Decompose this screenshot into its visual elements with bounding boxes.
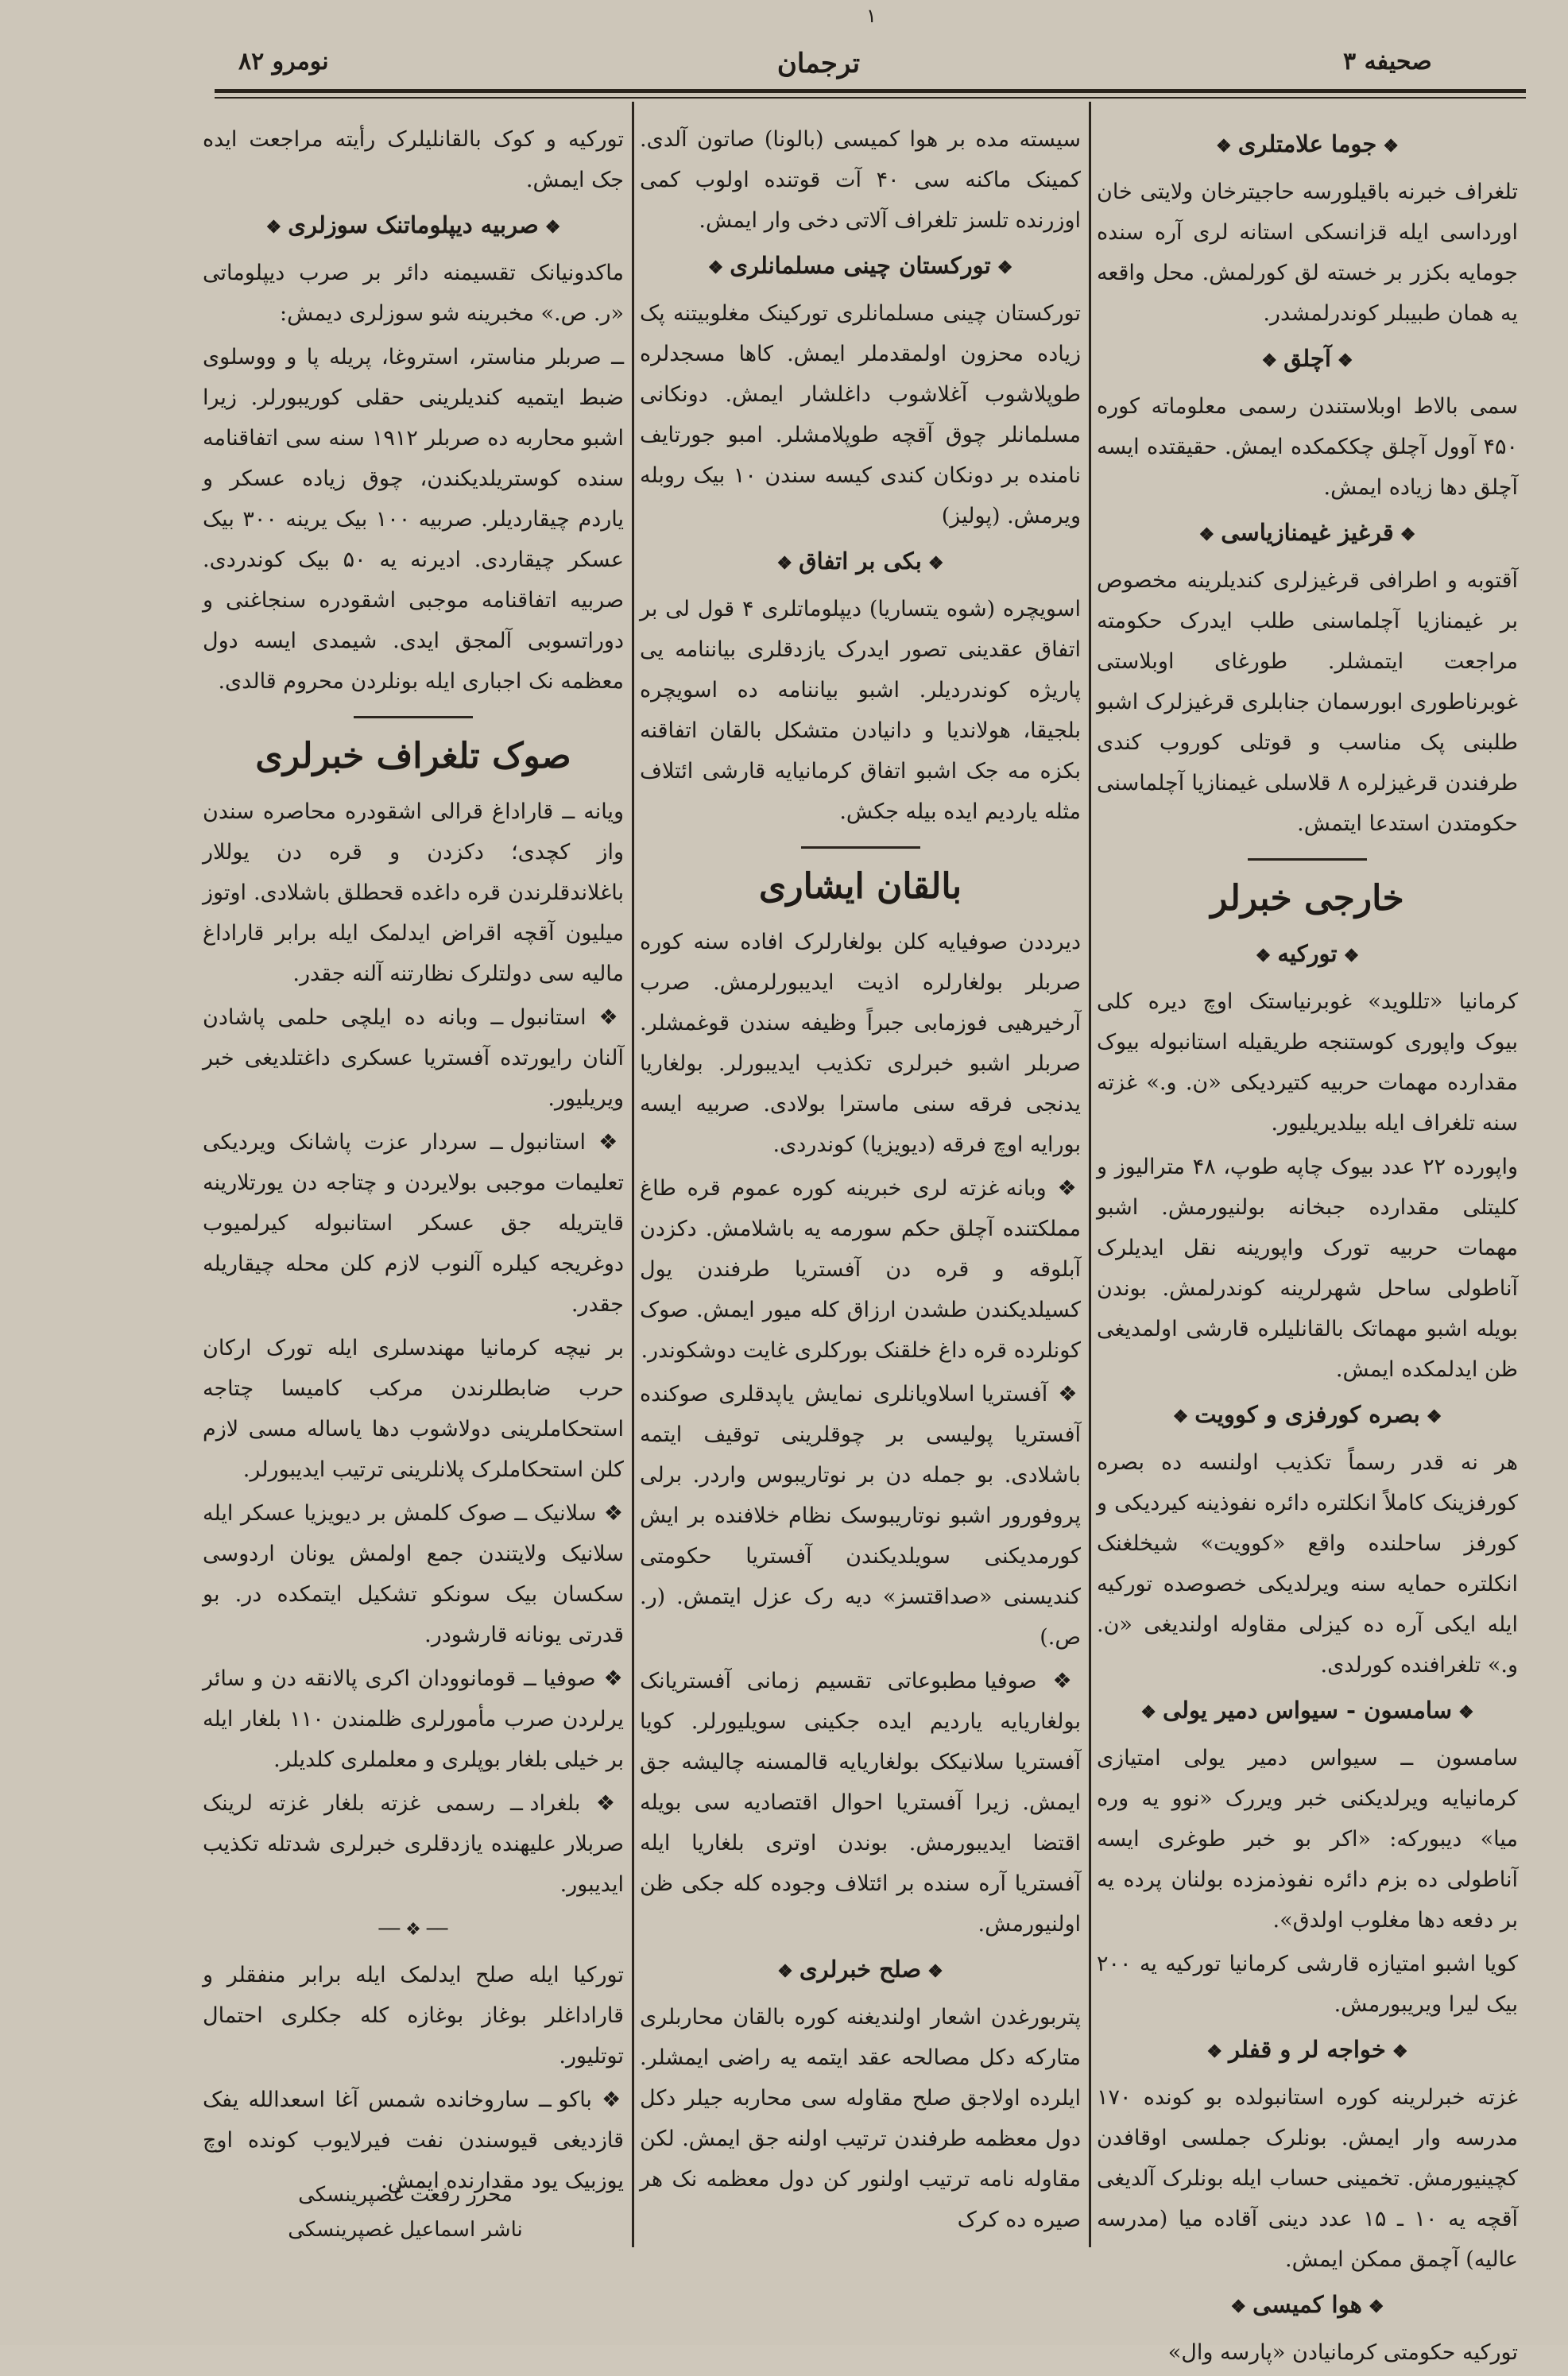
section-title-foreign-news: خارجی خبرلر	[1210, 878, 1404, 919]
article-paragraph: بر نیچه کرمانیا مهندسلری ایله تورک ارکان حرب ضابطلرندن مرکب کامیسا چتاجه استحکاملرینی دولاشوب دها یاساله مسی لازم کلن استحکاملرک پلانلرینی ترتیب ایدیبورلر.	[203, 1336, 624, 1482]
article-paragraph: ❖ سلانیک ــ صوک کلمش بر دیویزیا عسکر ایله سلانیک ولایتندن جمع اولمش یونان اردوسی سکسان بیک سونکو تشکیل ایتمکده در. بو قدرتی یونانه قارشودر.	[203, 1501, 624, 1647]
column-divider-left	[632, 102, 634, 2247]
divider	[354, 716, 473, 718]
section-heading: ❖بصره کورفزی و کوویت❖	[1172, 1401, 1442, 1428]
section-heading: ❖بکی بر اتفاق❖	[776, 548, 944, 575]
article-paragraph: تورکیه حکومتی کرمانیادن «پارسه وال»	[1167, 2340, 1518, 2365]
section-heading: ❖سامسون - سیواس دمیر یولی❖	[1140, 1697, 1474, 1724]
page-number: صحیفه ۳	[1343, 48, 1432, 75]
header-rule	[215, 89, 1526, 93]
masthead-title: ترجمان	[776, 48, 861, 79]
article-paragraph: ❖ باکو ــ ساروخانده شمس آغا اسعدالله یفک قازدیغی قیوسندن نفت فیرلایوب کونده اوچ یوزبیک یود مقدارنده ایمش.	[203, 2088, 624, 2193]
divider	[801, 846, 920, 849]
article-paragraph: سیسته مده بر هوا کمیسی (بالونا) صاتون آلدی. کمینک ماکنه سی ۴۰ آت قوتنده اولوب کمی اوزرنده تلسز تلغراف آلاتی دخی وار ایمش.	[640, 127, 1082, 233]
article-paragraph: آقتوبه و اطرافی قرغیزلری کندیلرینه مخصوص بر غیمنازیا آچلماسنی طلب ایدرک حکومته مراجعت ایتمشلر. طورغای اوبلاستی غوبرناطوری ابورسمان جنابلری قرغیزلرک اشبو طلبنی پک مناسب و قوتلی کوروب کندی طرفندن قرغیزلره ۸ قلاسلی غیمنازیا آچلماسنی حکومتدن استدعا ایتمش.	[1097, 568, 1518, 836]
header-rule-thin	[215, 97, 1526, 99]
article-paragraph: ❖ بلغراد ــ رسمی غزته بلغار غزته لرینک صربلار علیهنده یازدقلری خبرلری شدتله تکذیب ایدیبور.	[203, 1791, 624, 1897]
article-paragraph: هر نه قدر رسماً تکذیب اولنسه ده بصره کورفزینک کاملاً انکلتره دائره نفوذینه کیردیکی و کورفز ساحلنده واقع «کوویت» شیخلغنک انکلتره حمایه سنه ویرلدیکی خصوصده تورکیه ایله ایکی آره ده کیزلی مقاوله اولندیغی «ن. و.» تلغرافنده کورلدی.	[1097, 1450, 1518, 1678]
imprint	[238, 2177, 572, 2247]
article-paragraph: ❖ صوفیا ــ قومانوودان اکری پالانقه دن و سائر یرلردن صرب مأمورلری ظلمندن ۱۱۰ بلغار ایله بر خیلی بلغار بوپلری و معلملری کلدیلر.	[203, 1666, 625, 1772]
article-paragraph: واپورده ۲۲ عدد بیوک چاپه طوپ، ۴۸ مترالیوز و کلیتلی مقدارده جبخانه بولنیورمش. اشبو مهمات حربیه تورک واپورینه نقل ایدیلرک آناطولی ساحل شهرلرینه کوندرلمش. بوندن بویله اشبو مهماتک بالقانلیلره قارشی اولمدیغی ظن ایدلمکده ایمش.	[1097, 1155, 1518, 1382]
article-paragraph: ❖ استانبول ــ وبانه ده ایلچی حلمی پاشادن آلنان رایورتده آفستریا عسکری داغتلدیغی خبر ویریلیور.	[203, 1005, 624, 1111]
article-paragraph: اسویچره (شوه یتساریا) دیپلوماتلری ۴ قول لی بر اتفاق عقدینی تصور ایدرک یازدقلری بیاننامه یی پاریژه کوندردیلر. اشبو بیاننامه ده اسویچره بلجیقا، هولاندیا و دانیادن متشکل بالقان اتفاقنه بکزه مه جک اشبو اتفاق کرمانیایه قارشی ائتلاف مثله یاردیم ایده بیله جکش.	[640, 597, 1081, 824]
issue-number: نومرو ۸۲	[238, 48, 329, 75]
article-paragraph: ❖ استانبول ــ سردار عزت پاشانک ویردیکی تعلیمات موجبی بولایردن و چتاجه دن یورتلارینه قایتریله جق عسکر استانبوله کیرلمیوب دوغریجه کیلره آلنوب لازم کلن محله چیقاریله جقدر.	[203, 1130, 624, 1317]
article-paragraph: تورکستان چینی مسلمانلری تورکینک مغلوبیتنه پک زیاده محزون اولمقدملر ایمش. کاها مسجدلره طوپلاشوب آغلاشوب داغلشار ایمش. دونکانی مسلمانلر چوق آقچه طوپلامشلر. امبو جورتایف نامنده بر دونکان کندی کیسه سندن ۱۰ بیک روبله ویرمش. (پولیز)	[640, 301, 1082, 528]
section-heading: ❖قرغیز غیمنازیاسی❖	[1198, 519, 1416, 546]
divider	[1248, 858, 1367, 861]
column-left	[203, 119, 624, 2204]
top-mark: ۱	[866, 5, 877, 27]
article-paragraph: پتربورغدن اشعار اولندیغنه کوره بالقان محاربلری متارکه دکل مصالحه عقد ایتمه یه راضی ایمشلر. ایلرده اولاجق صلح مقاوله سی محاربه جیلر دکل دول معظمه طرفندن ترتیب اولنه جق ایمش. لکن مقاوله نامه ترتیب اولنور کن دول معظمه نک هر صیره ده کرک	[640, 2005, 1081, 2232]
article-paragraph: تلغراف خبرنه باقیلورسه حاجیترخان ولایتی خان اورداسی ایله قزانسکی استانه لری آره سنده جومایه بکزر بر خسته لق کورلمش. محل واقعه یه همان طبیبلر کوندرلمشدر.	[1097, 180, 1518, 326]
article-paragraph: سمی بالاط اوبلاستندن رسمی معلوماته کوره ۴۵۰ آوول آچلق چککمکده ایمش. حقیقتده ایسه آچلق دها زیاده ایمش.	[1097, 394, 1518, 500]
article-paragraph: تورکیه و کوک بالقانلیلرک رأیته مراجعت ایده جک ایمش.	[203, 127, 624, 192]
article-paragraph: کرمانیا «تللوید» غوبرنیاستک اوچ دیره کلی بیوک واپوری کوستنجه طریقیله استانبوله بیوک مقدارده مهمات حربیه کتیردیکی «ن. و.» غزته سنه تلغراف ایله بیلدیریلیور.	[1097, 989, 1518, 1136]
column-middle	[640, 119, 1081, 2243]
column-divider-right	[1089, 102, 1091, 2247]
ornament-divider: ── ❖ ──	[378, 1920, 448, 1940]
article-paragraph: ❖ وبانه غزته لری خبرینه کوره عموم قره طاغ مملکتنده آچلق حکم سورمه یه باشلامش. دکزدن آبلوقه و قره دن آفستریا طرفندن یول کسیلدیکندن طشدن ارزاق کله میور ایمش. صوک کونلرده قره داغ خلقنک بورکلری غایت دوشکوندر.	[640, 1176, 1081, 1363]
section-heading: ❖صربیه دیپلوماتنک سوزلری❖	[265, 211, 561, 238]
publisher-line: ناشر اسماعیل غصپرینسکی	[288, 2218, 523, 2242]
article-paragraph: ❖ صوفیا مطبوعاتی تقسیم زمانی آفستریانک بولغاریایه یاردیم ایده جکینی سویلیورلر. کویا آفستریا سلانیکک بولغاریایه قالمسنه چالیشه جق ایمش. زیرا آفستریا احوال اقتصادیه سی بویله اقتضا ایدیبورمش. بوندن اوتری بلغاریا ایله آفستریا آره سنده بر ائتلاف وجوده کله جکی ظن اولنیورمش.	[640, 1669, 1081, 1937]
article-paragraph: دیرددن صوفیایه کلن بولغارلرک افاده سنه کوره صربلر بولغارلره اذیت ایدیبورلرمش. صرب آرخیرهیی فوزمابی جبراً وظیفه سندن قوغمشلر. صربلر اشبو خبرلری تکذیب ایدیبورلر. بولغاریا یدنجی فرقه سنی ماسترا بولادی. صربیه ایسه بورایه اوچ فرقه (دیویزیا) کوندردی.	[640, 930, 1081, 1157]
section-heading: ❖آچلق❖	[1261, 345, 1353, 372]
section-title-balkan-affairs: بالقان ایشاری	[758, 866, 962, 907]
editor-line: محرر رفعت غصپرینسکی	[298, 2183, 513, 2207]
article-paragraph: غزته خبرلرینه کوره استانبولده بو کونده ۱۷۰ مدرسه وار ایمش. بونلرک جملسی اوقافدن کچینیورمش. تخمینی حساب ایله بونلرک آلدیغی آقچه یه ۱۰ ـ ۱۵ عدد دینی آقاده میا (مدرسه عالیه) آچمق ممکن ایمش.	[1097, 2085, 1518, 2272]
section-heading: ❖صلح خبرلری❖	[777, 1956, 943, 1983]
article-paragraph: ❖ آفستریا اسلاویانلری نمایش یاپدقلری صوکنده آفستریا پولیسی بر چوقلرینی توقیف ایتمه باشلادی. بو جمله دن بر نوتاریبوس واردر. برلی پروفورور اشبو نوتاریبوسک نظام خلافنده بر ایش کورمدیکنی سویلدیکندن آفستریا حکومتی کندیسنی «صداقتسز» دیه رک عزل ایتمش. (ر. ص.)	[640, 1382, 1081, 1650]
section-heading: ❖هوا کمیسی❖	[1230, 2291, 1384, 2318]
section-heading: ❖تورکستان چینی مسلمانلری❖	[707, 252, 1013, 279]
section-heading: ❖تورکیه❖	[1255, 940, 1360, 967]
column-right	[1097, 119, 1518, 2376]
section-heading: ❖خواجه لر و قفلر❖	[1206, 2036, 1408, 2063]
article-paragraph: تورکیا ایله صلح ایدلمک ایله برابر منفقلر و قاراداغلر بوغاز بوغازه کله جکلری احتمال توتلیور.	[203, 1963, 624, 2068]
article-paragraph: سامسون ــ سیواس دمیر یولی امتیازی کرمانیایه ویرلدیکنی خبر ویررک «نوو یه وره میا» دیبورکه: «اکر بو خبر طوغری ایسه آناطولی ده بزم دائره نفوذمزده بولنان پرده یه بر دفعه دها مغلوب اولدق».	[1097, 1746, 1518, 1933]
article-paragraph: ــ صربلر مناستر، استروغا، پریله پا و ووسلوی ضبط ایتمیه کندیلرینی حقلی کوریبورلر. زیرا اشبو محاربه ده صربلر ۱۹۱۲ سنه سی اتفاقنامه سنده کوستریلدیکندن، چوق زیاده عسکر و یاردم چیقاردیلر. صربیه ۱۰۰ بیک یرینه ۳۰۰ بیک عسکر چیقاردی. ادیرنه یه ۵۰ بیک کوندردی. صربیه اتفاقنامه موجبی اشقودره سنجاغنی و دوراتسوبی آلمجق ایدی. شیمدی ایسه دول معظمه نک اجباری ایله بونلردن محروم قالدی.	[203, 345, 625, 694]
section-heading: ❖جوما علامتلری❖	[1215, 130, 1400, 157]
article-paragraph: ماکدونیانک تقسیمنه دائر بر صرب دیپلوماتی «ر. ص.» مخبرینه شو سوزلری دیمش:	[203, 261, 624, 326]
section-title-latest-telegraph: صوک تلغراف خبرلری	[255, 736, 571, 776]
article-paragraph: ویانه ــ قاراداغ قرالی اشقودره محاصره سندن واز کچدی؛ دکزدن و قره دن یوللار باغلاندقلرندن قره داغده قحطلق باشلادی. اوتوز میلیون آقچه اقراض ایدلمک ایله برابر قاراداغ مالیه سی دولتلرک نظارتنه آلنه جقدر.	[203, 799, 624, 986]
article-paragraph: کویا اشبو امتیازه قارشی کرمانیا تورکیه یه ۲۰۰ بیک لیرا ویریبورمش.	[1097, 1952, 1518, 2017]
